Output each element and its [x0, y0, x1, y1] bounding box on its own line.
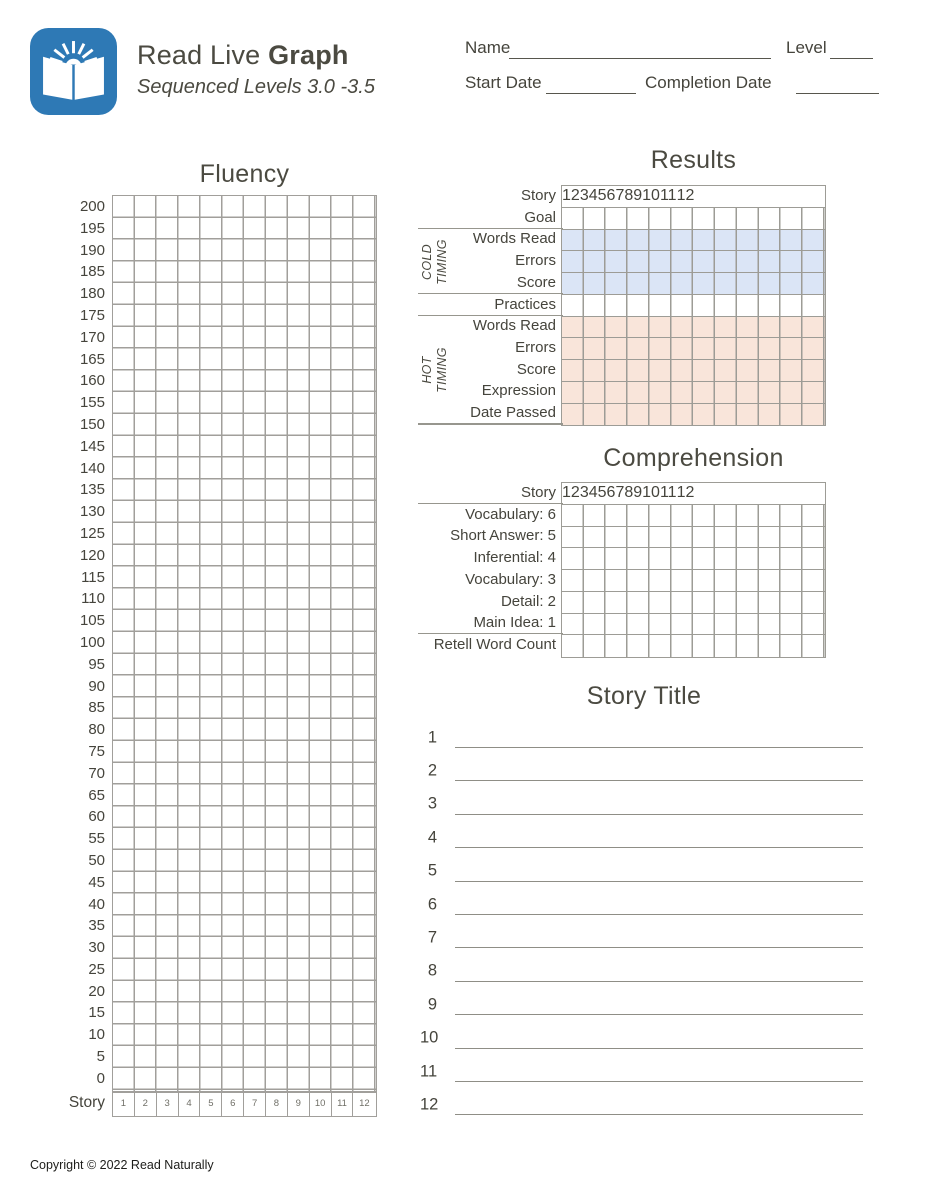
fluency-y-axis-tick: 135 — [79, 481, 105, 499]
story-title-line — [455, 847, 863, 848]
fluency-y-axis-tick: 195 — [79, 219, 105, 237]
results-row-label: Story — [520, 187, 556, 204]
comprehension-row-label: Retell Word Count — [433, 636, 556, 654]
story-title-line — [455, 914, 863, 915]
fluency-y-axis-tick: 160 — [79, 372, 105, 390]
title-bold: Graph — [268, 40, 349, 70]
results-story-number-cell: 9 — [633, 186, 642, 207]
results-row-label: Score — [516, 273, 556, 291]
start-date-field-line — [546, 75, 636, 94]
comprehension-story-number-cell: 2 — [571, 483, 580, 504]
comprehension-row-label: Main Idea: 1 — [473, 614, 556, 632]
story-title-list — [420, 721, 863, 1122]
story-title-row — [420, 1055, 863, 1088]
fluency-y-axis-tick: 5 — [96, 1048, 105, 1066]
story-title-row — [420, 821, 863, 854]
comprehension-story-number-cell: 7 — [615, 483, 624, 504]
comprehension-story-header-row — [562, 483, 825, 505]
comprehension-detail-row — [562, 592, 825, 614]
story-title-line — [455, 1048, 863, 1049]
story-title-line — [455, 780, 863, 781]
story-title-number: 7 — [427, 928, 437, 947]
fluency-y-axis-tick: 140 — [79, 459, 105, 477]
comprehension-row-label: Detail: 2 — [500, 592, 556, 610]
fluency-y-axis-tick: 45 — [88, 873, 105, 891]
results-goal-row — [562, 208, 825, 230]
fluency-story-number-cell: 11 — [332, 1093, 354, 1116]
results-story-number-cell: 12 — [677, 186, 695, 207]
fluency-y-axis-tick: 75 — [88, 742, 105, 760]
results-expression-row — [562, 382, 825, 404]
fluency-y-axis-tick: 155 — [79, 394, 105, 412]
name-field-line — [509, 40, 771, 59]
comprehension-story-number-cell: 10 — [642, 483, 660, 504]
results-story-number-cell: 10 — [642, 186, 660, 207]
fluency-y-axis-tick: 35 — [88, 917, 105, 935]
comprehension-header-rule — [418, 503, 563, 505]
results-hot-group-top-rule — [418, 315, 563, 317]
completion-date-field-line — [796, 75, 879, 94]
fluency-y-axis-tick: 90 — [88, 677, 105, 695]
fluency-y-axis-tick: 60 — [88, 808, 105, 826]
story-title-number: 12 — [420, 1095, 439, 1114]
comprehension-short-answer-row — [562, 527, 825, 549]
story-title-row — [420, 888, 863, 921]
story-title-line — [455, 881, 863, 882]
fluency-y-axis-tick: 110 — [81, 590, 105, 608]
copyright-text: Copyright © 2022 Read Naturally — [30, 1158, 214, 1172]
hot-timing-group-label: HOT TIMING — [420, 347, 449, 393]
fluency-story-number-cell: 8 — [266, 1093, 288, 1116]
comprehension-row-label: Vocabulary: 3 — [465, 570, 556, 588]
results-story-number-cell: 7 — [615, 186, 624, 207]
results-cold-group-top-rule — [418, 228, 563, 230]
results-story-number-cell: 8 — [624, 186, 633, 207]
fluency-grid — [112, 195, 377, 1092]
results-story-number-cell: 5 — [598, 186, 607, 207]
fluency-y-axis-tick: 70 — [88, 764, 105, 782]
fluency-y-axis-tick: 120 — [79, 546, 105, 564]
fluency-story-number-cell: 9 — [288, 1093, 310, 1116]
fluency-y-axis-tick: 165 — [79, 350, 105, 368]
comprehension-story-number-cell: 9 — [633, 483, 642, 504]
fluency-y-axis-tick: 145 — [79, 437, 105, 455]
story-title-number: 9 — [427, 995, 437, 1014]
fluency-y-axis-tick: 185 — [79, 263, 105, 281]
fluency-title: Fluency — [199, 160, 290, 188]
story-title-number: 5 — [427, 861, 437, 880]
fluency-story-number-cell: 6 — [222, 1093, 244, 1116]
fluency-y-axis-tick: 55 — [88, 830, 105, 848]
results-row-label: Score — [516, 360, 556, 378]
story-title-heading: Story Title — [586, 682, 702, 710]
story-title-number: 11 — [420, 1062, 438, 1081]
results-cold-group-bottom-rule — [418, 293, 563, 295]
story-title-line — [455, 747, 863, 748]
story-title-row — [420, 921, 863, 954]
results-practices-row — [562, 295, 825, 317]
fluency-y-axis-tick: 180 — [79, 285, 105, 303]
results-story-number-cell: 3 — [580, 186, 589, 207]
results-row-label: Practices — [494, 295, 556, 313]
story-title-row — [420, 1088, 863, 1121]
title-regular: Read Live — [137, 40, 269, 70]
open-book-sunburst-icon — [30, 28, 117, 115]
fluency-y-axis-tick: 100 — [79, 633, 105, 651]
fluency-y-axis-labels — [38, 196, 105, 1090]
fluency-y-axis-tick: 200 — [79, 198, 105, 215]
results-story-number-cell: 6 — [607, 186, 616, 207]
comprehension-retell-word-count-row — [562, 635, 825, 657]
page-subtitle: Sequenced Levels 3.0 -3.5 — [137, 76, 375, 98]
fluency-y-axis-tick: 95 — [88, 655, 105, 673]
story-title-line — [455, 981, 863, 982]
comprehension-story-number-cell: 6 — [607, 483, 616, 504]
results-cold-errors-row — [562, 251, 825, 273]
story-title-row — [420, 955, 863, 988]
story-title-row — [420, 988, 863, 1021]
story-title-line — [455, 814, 863, 815]
story-title-row — [420, 721, 863, 754]
fluency-story-number-cell: 3 — [157, 1093, 179, 1116]
fluency-y-axis-tick: 10 — [88, 1026, 105, 1044]
fluency-story-number-cell: 5 — [200, 1093, 222, 1116]
results-row-label: Goal — [524, 208, 556, 226]
fluency-y-axis-tick: 65 — [88, 786, 105, 804]
results-row-label: Expression — [481, 382, 556, 400]
results-story-number-cell: 1 — [562, 186, 571, 207]
fluency-y-axis-tick: 175 — [79, 306, 105, 324]
fluency-y-axis-tick: 20 — [88, 982, 105, 1000]
fluency-y-axis-tick: 30 — [88, 939, 105, 957]
results-row-label: Errors — [515, 252, 556, 270]
fluency-y-axis-tick: 15 — [88, 1004, 105, 1022]
story-title-number: 1 — [427, 728, 437, 747]
story-title-number: 4 — [427, 828, 437, 847]
comprehension-row-label: Story — [520, 484, 556, 501]
fluency-y-axis-tick: 115 — [81, 568, 105, 586]
story-title-line — [455, 1014, 863, 1015]
story-title-line — [455, 1081, 863, 1082]
fluency-y-axis-tick: 170 — [79, 328, 105, 346]
comprehension-vocabulary3-row — [562, 570, 825, 592]
fluency-story-number-cell: 1 — [113, 1093, 135, 1116]
story-title-line — [455, 1114, 863, 1115]
fluency-y-axis-tick: 130 — [79, 503, 105, 521]
results-cold-words-read-row — [562, 230, 825, 252]
comprehension-table — [561, 482, 826, 658]
comprehension-story-number-cell: 3 — [580, 483, 589, 504]
comprehension-inferential-row — [562, 548, 825, 570]
comprehension-row-label: Vocabulary: 6 — [465, 505, 556, 523]
comprehension-title: Comprehension — [603, 444, 784, 472]
comprehension-story-number-cell: 11 — [660, 483, 677, 504]
story-title-number: 10 — [420, 1028, 439, 1047]
results-hot-score-row — [562, 360, 825, 382]
results-row-label: Errors — [515, 339, 556, 357]
results-table — [561, 185, 826, 426]
cold-timing-group-label: COLD TIMING — [420, 239, 449, 285]
results-row-label: Date Passed — [470, 404, 556, 422]
story-title-row — [420, 754, 863, 787]
story-title-row — [420, 1022, 863, 1055]
fluency-y-axis-tick: 125 — [79, 524, 105, 542]
start-date-label: Start Date — [465, 73, 542, 92]
fluency-y-axis-tick: 150 — [79, 415, 105, 433]
results-story-number-cell: 11 — [660, 186, 677, 207]
results-table-bottom-rule — [418, 423, 563, 425]
level-label: Level — [786, 38, 827, 57]
fluency-story-number-cell: 12 — [359, 1098, 370, 1109]
results-date-passed-row — [562, 404, 825, 426]
story-title-row — [420, 855, 863, 888]
fluency-y-axis-tick: 40 — [88, 895, 105, 913]
results-hot-errors-row — [562, 338, 825, 360]
comprehension-story-number-cell: 4 — [589, 483, 598, 504]
results-story-number-cell: 4 — [589, 186, 598, 207]
fluency-y-axis-tick: 0 — [96, 1069, 105, 1087]
level-field-line — [830, 40, 873, 59]
fluency-story-label: Story — [68, 1094, 105, 1111]
results-title: Results — [650, 146, 737, 174]
fluency-y-axis-tick: 105 — [79, 612, 105, 630]
comprehension-story-number-cell: 1 — [562, 483, 571, 504]
comprehension-row-label: Inferential: 4 — [473, 549, 556, 567]
fluency-y-axis-tick: 190 — [79, 241, 105, 259]
fluency-story-number-cell: 4 — [179, 1093, 201, 1116]
results-row-label: Words Read — [472, 317, 556, 335]
story-title-number: 3 — [427, 794, 437, 813]
story-title-row — [420, 788, 863, 821]
comprehension-retell-rule — [418, 633, 563, 635]
story-title-number: 2 — [427, 761, 437, 780]
completion-date-label: Completion Date — [645, 73, 772, 92]
comprehension-story-number-cell: 5 — [598, 483, 607, 504]
story-title-number: 8 — [427, 961, 437, 980]
comprehension-vocabulary6-row — [562, 505, 825, 527]
results-hot-words-read-row — [562, 317, 825, 339]
results-cold-score-row — [562, 273, 825, 295]
comprehension-story-number-cell: 12 — [677, 483, 695, 504]
fluency-story-number-cell: 10 — [310, 1093, 332, 1116]
fluency-story-number-row — [112, 1092, 377, 1117]
story-title-line — [455, 947, 863, 948]
fluency-y-axis-tick: 25 — [88, 960, 105, 978]
name-label: Name — [465, 38, 511, 57]
fluency-story-number-cell: 2 — [135, 1093, 157, 1116]
fluency-story-number-cell: 7 — [244, 1093, 266, 1116]
story-title-number: 6 — [427, 895, 437, 914]
fluency-y-axis-tick: 80 — [88, 721, 105, 739]
comprehension-main-idea-row — [562, 614, 825, 636]
comprehension-row-labels — [418, 482, 556, 656]
results-story-number-cell: 2 — [571, 186, 580, 207]
results-story-header-row — [562, 186, 825, 208]
results-row-label: Words Read — [472, 230, 556, 248]
fluency-y-axis-tick: 85 — [88, 699, 105, 717]
read-naturally-logo — [30, 28, 117, 115]
fluency-y-axis-tick: 50 — [88, 851, 105, 869]
page-title — [137, 40, 349, 71]
comprehension-story-number-cell: 8 — [624, 483, 633, 504]
comprehension-row-label: Short Answer: 5 — [450, 527, 556, 545]
